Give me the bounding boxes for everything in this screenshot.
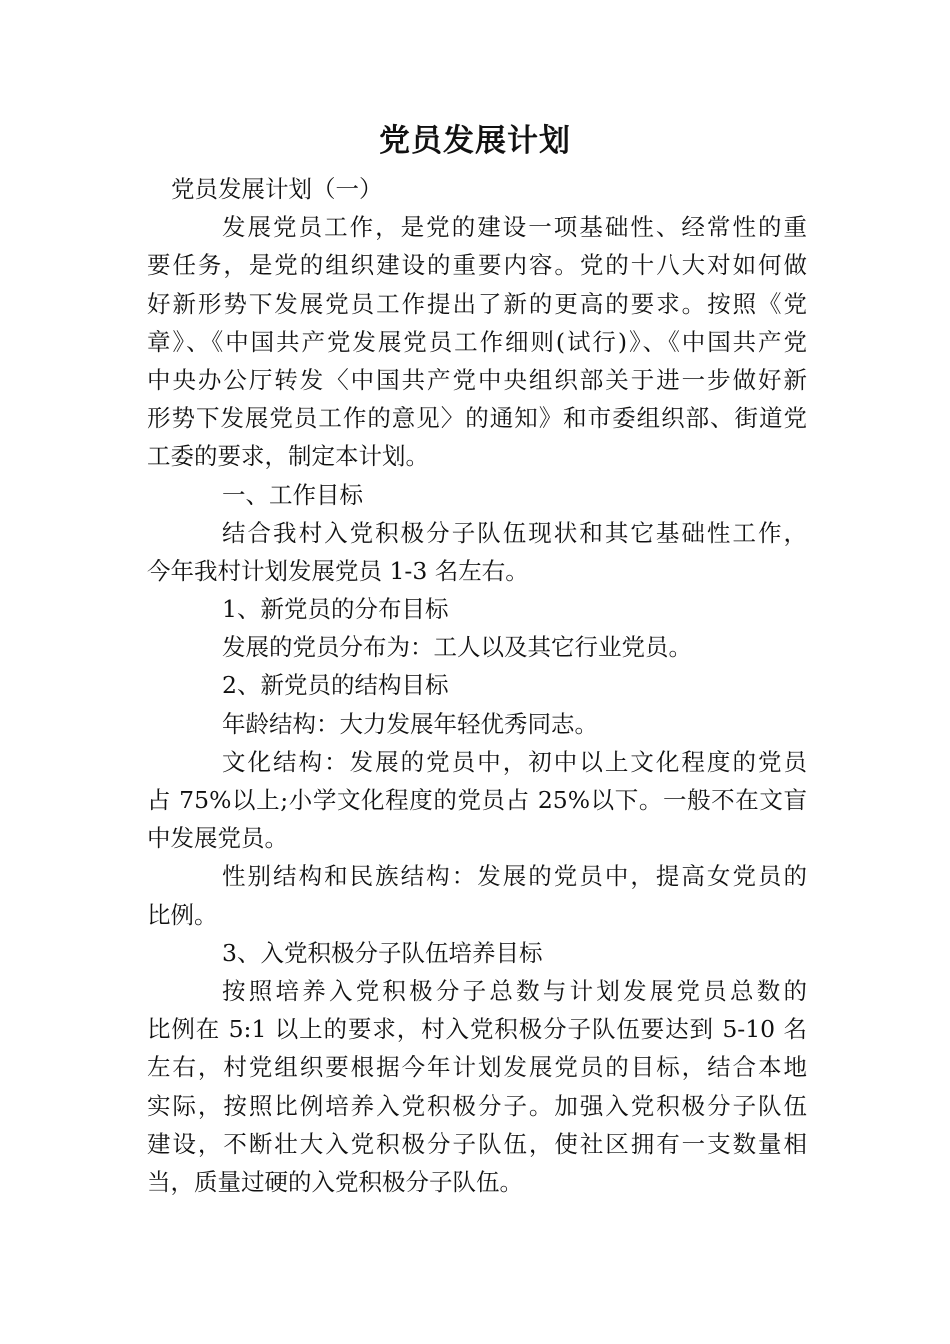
text-line: 年龄结构：大力发展年轻优秀同志。 bbox=[222, 709, 598, 738]
text-line: 3、入党积极分子队伍培养目标 bbox=[222, 938, 543, 967]
text-line: 工委的要求，制定本计划。 bbox=[147, 442, 429, 471]
text-line: 按照培养入党积极分子总数与计划发展党员总数的 bbox=[222, 976, 807, 1005]
text-line: 文化结构：发展的党员中，初中以上文化程度的党员 bbox=[222, 747, 807, 776]
text-line: 要任务，是党的组织建设的重要内容。党的十八大对如何做 bbox=[147, 251, 807, 280]
text-line: 比例在 5:1 以上的要求，村入党积极分子队伍要达到 5-10 名 bbox=[147, 1015, 807, 1044]
text-line: 结合我村入党积极分子队伍现状和其它基础性工作， bbox=[222, 518, 807, 547]
text-line: 党员发展计划（一） bbox=[171, 175, 383, 203]
text-line: 建设，不断壮大入党积极分子队伍，使社区拥有一支数量相 bbox=[147, 1129, 807, 1158]
text-line: 形势下发展党员工作的意见〉的通知》和市委组织部、街道党 bbox=[147, 404, 807, 433]
text-line: 2、新党员的结构目标 bbox=[222, 671, 449, 700]
text-line: 好新形势下发展党员工作提出了新的更高的要求。按照《党 bbox=[147, 289, 807, 318]
document-title: 党员发展计划 bbox=[379, 123, 571, 159]
text-line: 今年我村计划发展党员 1-3 名左右。 bbox=[147, 556, 529, 585]
text-line: 实际，按照比例培养入党积极分子。加强入党积极分子队伍 bbox=[147, 1091, 807, 1120]
text-line: 1、新党员的分布目标 bbox=[222, 595, 449, 624]
text-line: 发展党员工作，是党的建设一项基础性、经常性的重 bbox=[222, 213, 807, 242]
text-line: 当，质量过硬的入党积极分子队伍。 bbox=[147, 1167, 523, 1196]
text-line: 发展的党员分布为：工人以及其它行业党员。 bbox=[222, 633, 692, 662]
text-line: 一、工作目标 bbox=[222, 480, 363, 509]
text-line: 比例。 bbox=[147, 900, 218, 929]
document-body bbox=[147, 170, 807, 1201]
text-line: 中发展党员。 bbox=[147, 824, 288, 853]
text-line: 左右，村党组织要根据今年计划发展党员的目标，结合本地 bbox=[147, 1053, 807, 1082]
text-line: 中央办公厅转发〈中国共产党中央组织部关于进一步做好新 bbox=[147, 365, 807, 394]
text-line: 占 75%以上;小学文化程度的党员占 25%以下。一般不在文盲 bbox=[147, 786, 807, 814]
text-line: 性别结构和民族结构：发展的党员中，提高女党员的 bbox=[222, 862, 807, 891]
text-line: 章》、《中国共产党发展党员工作细则(试行)》、《中国共产党 bbox=[147, 327, 807, 356]
